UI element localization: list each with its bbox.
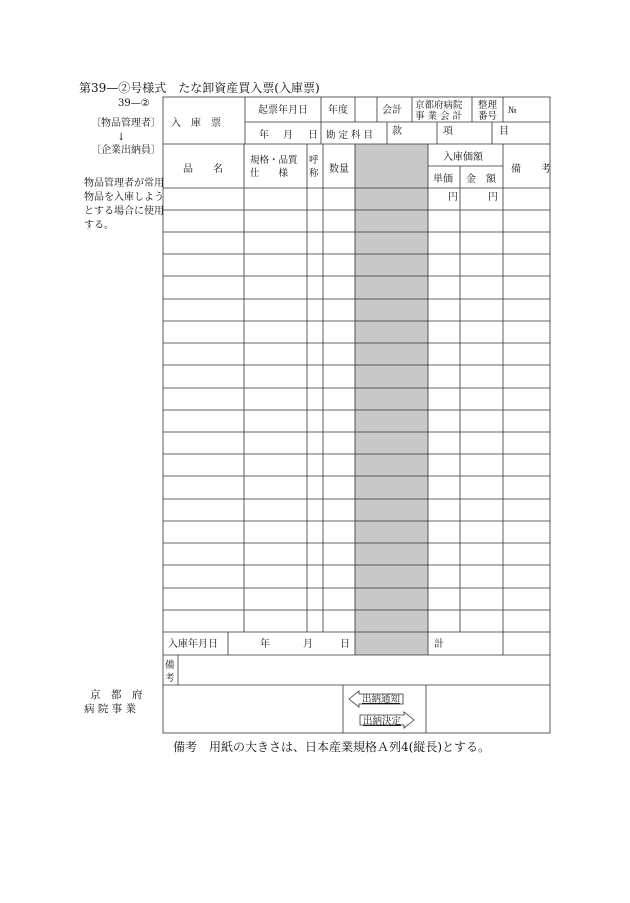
footer-note: 備考 用紙の大きさは、日本産業規格Ａ列4(縦長)とする。 xyxy=(173,740,491,754)
remarks-label-line1: 備 xyxy=(165,660,175,671)
kettei-label: 出納決定 xyxy=(363,716,402,727)
date-month-label: 月 xyxy=(283,130,293,141)
kan-label: 款 xyxy=(392,126,402,137)
column-biko: 備 考 xyxy=(511,164,551,175)
moku-label: 目 xyxy=(499,126,509,137)
org-line-2: 病 院 事 業 xyxy=(84,703,137,715)
role-from-label: 〔物品管理者〕 xyxy=(91,118,161,129)
nyuko-year-label: 年 xyxy=(260,639,270,650)
column-kosho-line2: 称 xyxy=(309,168,319,179)
column-suryo: 数量 xyxy=(329,164,349,175)
kou-label: 項 xyxy=(443,126,453,137)
nyuko-date-label: 入庫年月日 xyxy=(168,639,218,650)
kaikei-name-line1: 京都府病院 xyxy=(415,100,463,111)
unit-yen-kingaku: 円 xyxy=(488,192,498,203)
kaikei-name-line2: 事 業 会 計 xyxy=(415,111,463,122)
column-nyuko-kagaku: 入庫価額 xyxy=(443,152,483,163)
kiki-date-label: 起票年月日 xyxy=(258,105,308,116)
date-day-label: 日 xyxy=(308,130,318,141)
kaikei-label: 会計 xyxy=(382,105,402,116)
nyuko-month-label: 月 xyxy=(303,639,313,650)
seiri-label-line2: 番号 xyxy=(478,111,498,122)
page-title: 第39—②号様式 たな卸資産買入票(入庫票) xyxy=(79,81,320,95)
date-year-label: 年 xyxy=(259,130,269,141)
column-hinmei: 品 名 xyxy=(183,164,223,175)
total-label: 計 xyxy=(434,639,444,650)
nendo-label: 年度 xyxy=(328,105,348,116)
column-kingaku: 金 額 xyxy=(466,174,496,185)
column-tanka: 単価 xyxy=(433,174,453,185)
usage-note: 物品管理者が常用物品を入庫しようとする場合に使用する。 xyxy=(84,178,164,231)
unit-yen-tanka: 円 xyxy=(448,192,458,203)
doc-type-label: 入 庫 票 xyxy=(171,118,221,129)
column-kikaku-line1: 規格・品質 xyxy=(250,155,298,166)
tsuchi-label: 出納通知 xyxy=(362,694,401,705)
number-label: № xyxy=(508,106,517,116)
kanjo-kamoku-label: 勘 定 科 目 xyxy=(326,130,374,141)
shaded-column xyxy=(355,144,428,655)
form-subcode: 39—② xyxy=(118,98,150,109)
org-line-1: 京 都 府 xyxy=(90,689,143,701)
down-arrow-icon: ↓ xyxy=(117,132,126,143)
role-to-label: 〔企業出納員〕 xyxy=(91,145,161,156)
remarks-label-line2: 考 xyxy=(165,673,175,684)
column-kikaku-line2: 仕 様 xyxy=(250,168,289,179)
nyuko-day-label: 日 xyxy=(340,639,350,650)
seiri-label-line1: 整理 xyxy=(478,100,498,111)
column-kosho-line1: 呼 xyxy=(309,155,319,166)
